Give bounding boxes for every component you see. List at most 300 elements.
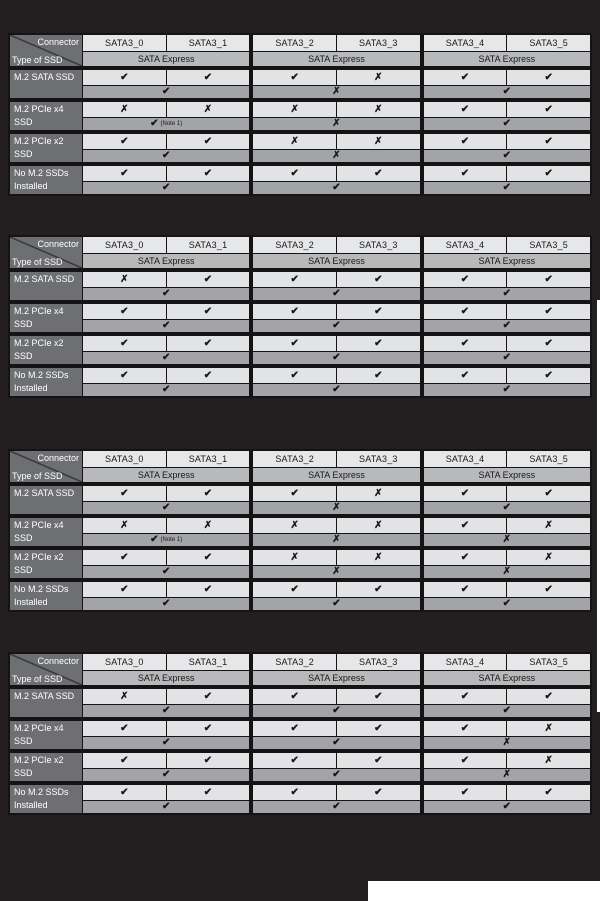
sata-express-compatibility-cell: [424, 288, 590, 300]
row-label-line1: M.2 PCIe x4: [14, 723, 64, 733]
cross-icon: ✗: [332, 118, 341, 129]
connector-label: Connector: [37, 37, 79, 47]
check-icon: ✔: [120, 337, 129, 349]
port-compatibility-cell: [337, 166, 420, 181]
connector-type-corner-cell: [10, 237, 82, 268]
check-icon: ✔: [374, 273, 383, 285]
sata-express-compatibility-cell: [424, 769, 590, 781]
port-compatibility-cell: [167, 272, 250, 287]
port-compatibility-cell: [167, 582, 250, 597]
connector-label: Connector: [37, 239, 79, 249]
column-header-sata3-3: SATA3_3: [337, 237, 420, 253]
port-compatibility-cell: [507, 102, 590, 117]
check-icon: ✔: [332, 320, 341, 331]
sata-express-compatibility-cell: [83, 598, 249, 610]
check-icon: ✔: [502, 705, 512, 716]
check-icon: ✔: [460, 690, 470, 702]
column-header-sata3-4: SATA3_4: [424, 451, 507, 467]
port-compatibility-cell: [507, 166, 590, 181]
check-icon: ✔: [460, 71, 470, 83]
check-icon: ✔: [161, 86, 171, 97]
cross-icon: ✗: [120, 103, 129, 115]
port-compatibility-cell: [167, 166, 250, 181]
check-icon: ✔: [332, 769, 341, 780]
check-icon: ✔: [203, 722, 213, 734]
sata-express-compatibility-cell: [83, 352, 249, 364]
port-compatibility-cell: [424, 336, 507, 351]
check-icon: ✔: [374, 583, 383, 595]
check-icon: ✔: [203, 786, 213, 798]
port-compatibility-cell: [253, 336, 336, 351]
check-icon: ✔: [150, 118, 159, 129]
row-label-line1: M.2 SATA SSD: [14, 274, 75, 284]
ssd-compatibility-table: [8, 652, 592, 815]
port-compatibility-cell: [83, 70, 166, 85]
row-label-line1: M.2 PCIe x2: [14, 755, 64, 765]
row-label-line2: SSD: [14, 768, 33, 778]
cross-icon: ✗: [544, 754, 553, 766]
check-icon: ✔: [203, 71, 213, 83]
column-header-sata3-2: SATA3_2: [253, 237, 336, 253]
port-compatibility-cell: [83, 582, 166, 597]
port-compatibility-cell: [83, 785, 166, 800]
check-icon: ✔: [120, 135, 129, 147]
port-compatibility-cell: [167, 336, 250, 351]
port-compatibility-cell: [337, 102, 420, 117]
row-label-m-2-pcie-x2: [10, 550, 82, 578]
port-compatibility-cell: [424, 102, 507, 117]
sata-express-compatibility-cell: [83, 384, 249, 396]
check-icon: ✔: [161, 598, 171, 609]
cross-icon: ✗: [502, 566, 512, 577]
column-header-sata3-1: SATA3_1: [167, 237, 250, 253]
check-icon: ✔: [502, 182, 512, 193]
check-icon: ✔: [374, 754, 383, 766]
check-icon: ✔: [544, 71, 553, 83]
sata-express-compatibility-cell: [253, 737, 419, 749]
row-label-line1: M.2 PCIe x2: [14, 338, 64, 348]
port-compatibility-cell: [337, 785, 420, 800]
row-label-m-2-pcie-x4: [10, 721, 82, 749]
row-label-line2: SSD: [14, 351, 33, 361]
check-icon: ✔: [332, 705, 341, 716]
port-compatibility-cell: [253, 102, 336, 117]
sata-express-compatibility-cell: [424, 705, 590, 717]
port-compatibility-cell: [337, 518, 420, 533]
sata-express-compatibility-cell: [253, 502, 419, 514]
check-icon: ✔: [374, 337, 383, 349]
sata-express-compatibility-cell: [253, 566, 419, 578]
port-compatibility-cell: [507, 785, 590, 800]
check-icon: ✔: [332, 737, 341, 748]
port-compatibility-cell: [83, 272, 166, 287]
column-header-sata3-3: SATA3_3: [337, 451, 420, 467]
cross-icon: ✗: [502, 534, 512, 545]
row-label-line1: M.2 PCIe x2: [14, 136, 64, 146]
sata-express-compatibility-cell: [83, 86, 249, 98]
check-icon: ✔: [460, 305, 470, 317]
check-icon: ✔: [460, 551, 470, 563]
sata-express-compatibility-cell: [83, 769, 249, 781]
check-icon: ✔: [120, 583, 129, 595]
column-header-sata3-1: SATA3_1: [167, 35, 250, 51]
cross-icon: ✗: [374, 103, 383, 115]
cross-icon: ✗: [544, 722, 553, 734]
ssd-compatibility-table: [8, 33, 592, 196]
check-icon: ✔: [161, 384, 171, 395]
sata-express-compatibility-cell: [424, 320, 590, 332]
check-icon: ✔: [460, 273, 470, 285]
row-label-line2: Installed: [14, 800, 48, 810]
check-icon: ✔: [502, 352, 512, 363]
port-compatibility-cell: [507, 336, 590, 351]
check-icon: ✔: [290, 754, 299, 766]
port-compatibility-cell: [337, 689, 420, 704]
check-icon: ✔: [290, 71, 299, 83]
sata-express-compatibility-cell: [253, 182, 419, 194]
port-compatibility-cell: [507, 582, 590, 597]
check-icon: ✔: [161, 705, 171, 716]
row-label-line1: No M.2 SSDs: [14, 787, 69, 797]
port-compatibility-cell: [337, 70, 420, 85]
check-icon: ✔: [502, 320, 512, 331]
row-label-line2: Installed: [14, 181, 48, 191]
row-label-no-m-2-ssds: [10, 368, 82, 396]
sata-express-header: SATA Express: [83, 254, 249, 268]
check-icon: ✔: [374, 722, 383, 734]
sata-express-compatibility-cell: [424, 598, 590, 610]
type-of-ssd-label: Type of SSD: [12, 257, 63, 267]
sata-express-compatibility-cell: [424, 150, 590, 162]
check-icon: ✔: [290, 583, 299, 595]
column-header-sata3-4: SATA3_4: [424, 237, 507, 253]
sata-express-compatibility-cell: [83, 737, 249, 749]
port-compatibility-cell: [253, 518, 336, 533]
check-icon: ✔: [460, 583, 470, 595]
check-icon: ✔: [544, 273, 553, 285]
page-scan-artifact-bottom: [368, 881, 600, 901]
cross-icon: ✗: [120, 519, 129, 531]
cross-icon: ✗: [332, 502, 341, 513]
row-label-no-m-2-ssds: [10, 785, 82, 813]
sata-express-header: SATA Express: [253, 468, 419, 482]
check-icon: ✔: [203, 305, 213, 317]
sata-express-compatibility-cell: [83, 502, 249, 514]
port-compatibility-cell: [424, 304, 507, 319]
port-compatibility-cell: [337, 486, 420, 501]
row-label-no-m-2-ssds: [10, 582, 82, 610]
note-reference: (Note 1): [160, 121, 183, 127]
row-label-m-2-sata-ssd: [10, 689, 82, 717]
row-label-no-m-2-ssds: [10, 166, 82, 194]
connector-label: Connector: [37, 656, 79, 666]
port-compatibility-cell: [507, 753, 590, 768]
check-icon: ✔: [120, 786, 129, 798]
row-label-m-2-pcie-x4: [10, 518, 82, 546]
connector-type-corner-cell: [10, 654, 82, 685]
port-compatibility-cell: [337, 753, 420, 768]
port-compatibility-cell: [507, 518, 590, 533]
check-icon: ✔: [460, 519, 470, 531]
port-compatibility-cell: [83, 689, 166, 704]
port-compatibility-cell: [83, 166, 166, 181]
column-header-sata3-1: SATA3_1: [167, 654, 250, 670]
port-compatibility-cell: [337, 336, 420, 351]
check-icon: ✔: [502, 384, 512, 395]
port-compatibility-cell: [424, 689, 507, 704]
column-header-sata3-5: SATA3_5: [507, 654, 590, 670]
port-compatibility-cell: [253, 134, 336, 149]
column-header-sata3-4: SATA3_4: [424, 35, 507, 51]
sata-express-compatibility-cell: [424, 502, 590, 514]
sata-express-compatibility-cell: [424, 86, 590, 98]
port-compatibility-cell: [424, 582, 507, 597]
cross-icon: ✗: [120, 690, 129, 702]
check-icon: ✔: [203, 551, 213, 563]
check-icon: ✔: [374, 786, 383, 798]
sata-express-header: SATA Express: [83, 671, 249, 685]
row-label-m-2-pcie-x4: [10, 304, 82, 332]
cross-icon: ✗: [332, 566, 341, 577]
check-icon: ✔: [203, 167, 213, 179]
column-header-sata3-1: SATA3_1: [167, 451, 250, 467]
check-icon: ✔: [120, 369, 129, 381]
port-compatibility-cell: [167, 518, 250, 533]
column-header-sata3-0: SATA3_0: [83, 35, 166, 51]
sata-express-compatibility-cell: [253, 769, 419, 781]
sata-express-compatibility-cell: [253, 320, 419, 332]
check-icon: ✔: [290, 167, 299, 179]
port-compatibility-cell: [253, 721, 336, 736]
port-compatibility-cell: [83, 304, 166, 319]
row-label-line2: SSD: [14, 736, 33, 746]
column-header-sata3-4: SATA3_4: [424, 654, 507, 670]
check-icon: ✔: [544, 337, 553, 349]
check-icon: ✔: [544, 690, 553, 702]
port-compatibility-cell: [83, 368, 166, 383]
note-reference: (Note 1): [160, 537, 183, 543]
check-icon: ✔: [544, 103, 553, 115]
check-icon: ✔: [460, 337, 470, 349]
row-label-m-2-pcie-x2: [10, 134, 82, 162]
port-compatibility-cell: [253, 304, 336, 319]
port-compatibility-cell: [167, 550, 250, 565]
check-icon: ✔: [374, 369, 383, 381]
sata-express-compatibility-cell: [253, 801, 419, 813]
port-compatibility-cell: [424, 753, 507, 768]
port-compatibility-cell: [424, 785, 507, 800]
column-header-sata3-0: SATA3_0: [83, 654, 166, 670]
check-icon: ✔: [332, 288, 341, 299]
column-header-sata3-5: SATA3_5: [507, 237, 590, 253]
check-icon: ✔: [120, 551, 129, 563]
check-icon: ✔: [120, 487, 129, 499]
check-icon: ✔: [502, 86, 512, 97]
check-icon: ✔: [161, 737, 171, 748]
check-icon: ✔: [502, 288, 512, 299]
connector-label: Connector: [37, 453, 79, 463]
check-icon: ✔: [544, 305, 553, 317]
check-icon: ✔: [544, 583, 553, 595]
cross-icon: ✗: [544, 551, 553, 563]
ssd-compatibility-table: [8, 449, 592, 612]
sata-express-header: SATA Express: [253, 254, 419, 268]
check-icon: ✔: [544, 786, 553, 798]
port-compatibility-cell: [507, 689, 590, 704]
sata-express-compatibility-cell: [83, 150, 249, 162]
check-icon: ✔: [460, 103, 470, 115]
port-compatibility-cell: [83, 102, 166, 117]
port-compatibility-cell: [253, 550, 336, 565]
sata-express-header: SATA Express: [83, 468, 249, 482]
port-compatibility-cell: [83, 550, 166, 565]
check-icon: ✔: [120, 722, 129, 734]
port-compatibility-cell: [83, 134, 166, 149]
cross-icon: ✗: [502, 769, 512, 780]
port-compatibility-cell: [424, 166, 507, 181]
sata-express-compatibility-cell: [83, 705, 249, 717]
port-compatibility-cell: [253, 753, 336, 768]
check-icon: ✔: [290, 305, 299, 317]
port-compatibility-cell: [424, 134, 507, 149]
sata-express-compatibility-cell: [424, 801, 590, 813]
port-compatibility-cell: [337, 582, 420, 597]
port-compatibility-cell: [337, 550, 420, 565]
port-compatibility-cell: [253, 272, 336, 287]
sata-express-compatibility-cell: [424, 352, 590, 364]
sata-express-compatibility-cell: [253, 384, 419, 396]
sata-express-header: SATA Express: [424, 254, 590, 268]
row-label-m-2-sata-ssd: [10, 486, 82, 514]
type-of-ssd-label: Type of SSD: [12, 471, 63, 481]
row-label-line1: M.2 SATA SSD: [14, 691, 75, 701]
check-icon: ✔: [460, 786, 470, 798]
check-icon: ✔: [290, 487, 299, 499]
column-header-sata3-5: SATA3_5: [507, 35, 590, 51]
check-icon: ✔: [203, 337, 213, 349]
row-label-line2: [10, 85, 82, 98]
cross-icon: ✗: [120, 273, 129, 285]
port-compatibility-cell: [253, 368, 336, 383]
port-compatibility-cell: [337, 304, 420, 319]
port-compatibility-cell: [507, 272, 590, 287]
row-label-line1: M.2 PCIe x4: [14, 520, 64, 530]
check-icon: ✔: [290, 690, 299, 702]
row-label-line1: M.2 SATA SSD: [14, 72, 75, 82]
sata-express-compatibility-cell: [253, 352, 419, 364]
check-icon: ✔: [502, 801, 512, 812]
sata-express-compatibility-cell: [253, 534, 419, 546]
port-compatibility-cell: [507, 486, 590, 501]
port-compatibility-cell: [83, 486, 166, 501]
port-compatibility-cell: [253, 70, 336, 85]
cross-icon: ✗: [290, 551, 299, 563]
check-icon: ✔: [544, 167, 553, 179]
row-label-line1: M.2 PCIe x4: [14, 306, 64, 316]
row-label-line2: SSD: [14, 533, 33, 543]
port-compatibility-cell: [167, 486, 250, 501]
column-header-sata3-2: SATA3_2: [253, 35, 336, 51]
port-compatibility-cell: [507, 304, 590, 319]
type-of-ssd-label: Type of SSD: [12, 55, 63, 65]
check-icon: ✔: [460, 754, 470, 766]
sata-express-compatibility-cell: [424, 182, 590, 194]
column-header-sata3-2: SATA3_2: [253, 451, 336, 467]
check-icon: ✔: [502, 118, 512, 129]
sata-express-compatibility-cell: [253, 705, 419, 717]
check-icon: ✔: [332, 182, 341, 193]
port-compatibility-cell: [167, 753, 250, 768]
column-header-sata3-3: SATA3_3: [337, 654, 420, 670]
cross-icon: ✗: [374, 519, 383, 531]
check-icon: ✔: [332, 598, 341, 609]
port-compatibility-cell: [424, 368, 507, 383]
sata-express-header: SATA Express: [424, 468, 590, 482]
check-icon: ✔: [120, 305, 129, 317]
column-header-sata3-2: SATA3_2: [253, 654, 336, 670]
check-icon: ✔: [460, 369, 470, 381]
check-icon: ✔: [374, 690, 383, 702]
row-label-line2: [10, 704, 82, 717]
connector-type-corner-cell: [10, 451, 82, 482]
cross-icon: ✗: [374, 71, 383, 83]
row-label-m-2-pcie-x2: [10, 753, 82, 781]
row-label-line1: M.2 PCIe x4: [14, 104, 64, 114]
port-compatibility-cell: [167, 785, 250, 800]
port-compatibility-cell: [167, 689, 250, 704]
port-compatibility-cell: [253, 486, 336, 501]
row-label-line2: SSD: [14, 319, 33, 329]
port-compatibility-cell: [83, 753, 166, 768]
port-compatibility-cell: [424, 272, 507, 287]
check-icon: ✔: [203, 135, 213, 147]
sata-express-compatibility-cell: [253, 150, 419, 162]
type-of-ssd-label: Type of SSD: [12, 674, 63, 684]
check-icon: ✔: [290, 369, 299, 381]
cross-icon: ✗: [374, 487, 383, 499]
check-icon: ✔: [203, 583, 213, 595]
port-compatibility-cell: [424, 486, 507, 501]
check-icon: ✔: [544, 369, 553, 381]
check-icon: ✔: [332, 801, 341, 812]
row-label-line2: SSD: [14, 565, 33, 575]
check-icon: ✔: [290, 786, 299, 798]
cross-icon: ✗: [332, 150, 341, 161]
sata-express-header: SATA Express: [424, 671, 590, 685]
sata-express-compatibility-cell: [83, 534, 249, 546]
port-compatibility-cell: [253, 582, 336, 597]
check-icon: ✔: [203, 487, 213, 499]
cross-icon: ✗: [290, 135, 299, 147]
check-icon: ✔: [544, 135, 553, 147]
check-icon: ✔: [161, 288, 171, 299]
cross-icon: ✗: [374, 135, 383, 147]
port-compatibility-cell: [424, 70, 507, 85]
row-label-line1: No M.2 SSDs: [14, 370, 69, 380]
column-header-sata3-3: SATA3_3: [337, 35, 420, 51]
port-compatibility-cell: [167, 134, 250, 149]
cross-icon: ✗: [203, 103, 213, 115]
port-compatibility-cell: [507, 134, 590, 149]
port-compatibility-cell: [424, 518, 507, 533]
sata-express-header: SATA Express: [83, 52, 249, 66]
sata-express-compatibility-cell: [253, 118, 419, 130]
sata-express-compatibility-cell: [424, 534, 590, 546]
check-icon: ✔: [374, 167, 383, 179]
cross-icon: ✗: [290, 103, 299, 115]
check-icon: ✔: [332, 384, 341, 395]
cross-icon: ✗: [290, 519, 299, 531]
